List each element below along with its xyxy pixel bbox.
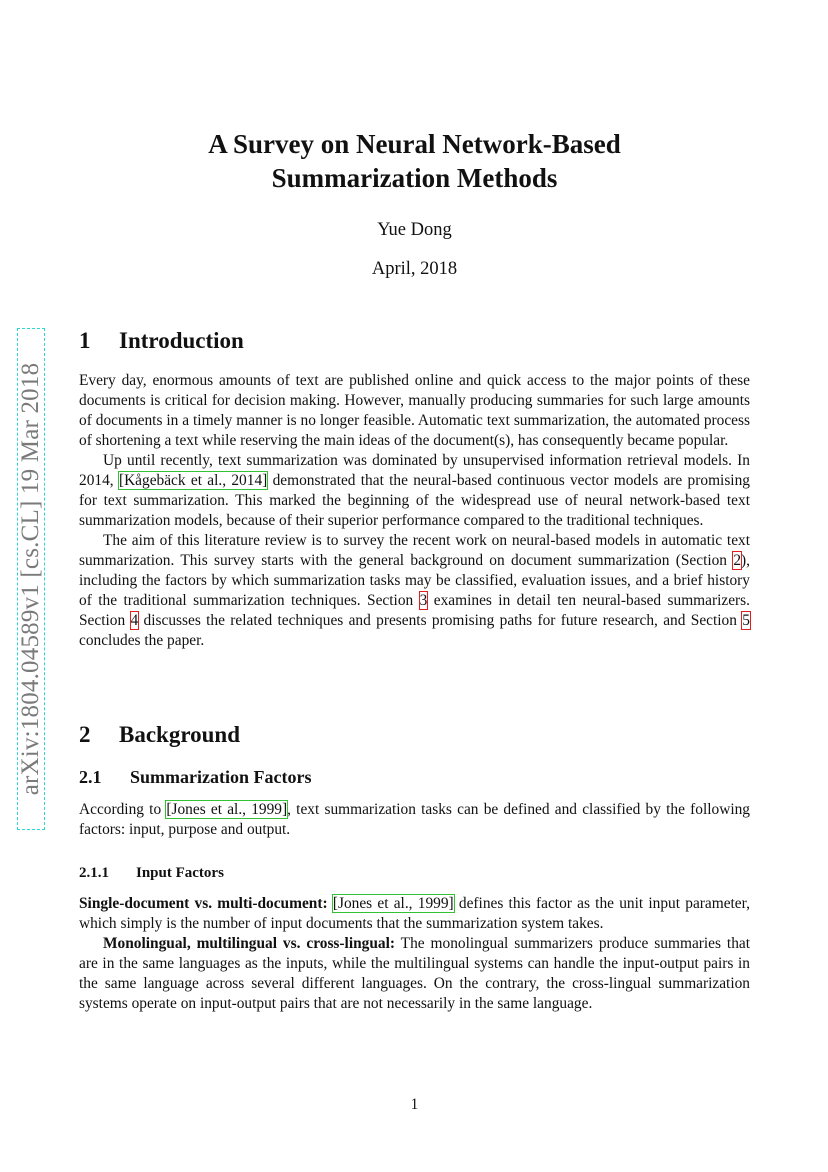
input-paragraph-2 <box>79 934 750 1014</box>
intro-paragraph-2 <box>79 451 750 531</box>
summarization-factors-body <box>79 800 750 840</box>
subsubsection-title: Input Factors <box>136 865 224 881</box>
publication-date: April, 2018 <box>371 259 458 279</box>
text-run: discusses the related techniques and presents promising paths for future research, and Section <box>143 612 737 629</box>
subsubsection-number: 2.1.1 <box>79 865 109 881</box>
input-factors-body <box>79 894 750 1014</box>
text-run: The monolingual summarizers produce summaries that are in the same languages as the inputs, while the multilingual systems can handle the input-output pairs in the same language across several different languages. On the contrary, the cross-lingual summarization systems operate on input-output pairs that are not necessarily in the same language. <box>79 935 750 1012</box>
author-name: Yue Dong <box>377 220 452 240</box>
section-ref-link-3[interactable]: 3 <box>419 592 428 609</box>
section-title: Introduction <box>119 328 244 353</box>
text-run: According to <box>79 801 162 818</box>
citation-link-jones-1999[interactable]: [Jones et al., 1999] <box>332 895 454 912</box>
page-number: 1 <box>410 1096 419 1113</box>
section-number: 2 <box>79 722 91 747</box>
factors-paragraph <box>79 800 750 840</box>
text-run: defines this factor as the unit input parameter, which simply is the number of input documents that the summarization system takes. <box>79 895 750 932</box>
run-in-heading: Single-document vs. multi-document: <box>79 895 328 912</box>
section-title: Background <box>119 722 241 747</box>
citation-link-kageback-2014[interactable]: [Kågebäck et al., 2014] <box>118 472 268 489</box>
subsection-number: 2.1 <box>79 767 102 787</box>
subsection-title: Summarization Factors <box>130 767 312 787</box>
text-run: ), including the factors by which summarization tasks may be classified, evaluation issues, and a brief history of the traditional summarization techniques. Section <box>79 552 750 609</box>
section-ref-link-2[interactable]: 2 <box>733 552 742 569</box>
intro-paragraph-3 <box>79 531 750 651</box>
input-paragraph-1 <box>79 894 750 934</box>
paper-title-line-2: Summarization Methods <box>271 163 558 193</box>
intro-paragraph-1: Every day, enormous amounts of text are published online and quick access to the major points of these documents is critical for decision making. However, manually producing summaries for such large amounts of documents in a timely manner is no longer feasible. Automatic text summarization, the automated process of shortening a text while reserving the main ideas of the document(s), has consequently became popular. <box>79 372 750 449</box>
text-run: concludes the paper. <box>79 632 205 649</box>
introduction-body <box>79 371 750 651</box>
text-run: The aim of this literature review is to survey the recent work on neural-based models in automatic text summarization. This survey starts with the general background on document summarization (Section <box>79 532 750 569</box>
citation-link-jones-1999[interactable]: [Jones et al., 1999] <box>166 801 288 818</box>
paper-title-line-1: A Survey on Neural Network-Based <box>208 129 621 159</box>
section-ref-link-5[interactable]: 5 <box>742 612 750 629</box>
section-number: 1 <box>79 328 91 353</box>
section-ref-link-4[interactable]: 4 <box>130 612 139 629</box>
subsection-heading-summarization-factors <box>79 766 311 788</box>
paper-title <box>79 127 750 195</box>
arxiv-identifier-stamp[interactable] <box>18 329 44 829</box>
section-heading-background <box>79 721 240 749</box>
text-run: Up until recently, text summarization was dominated by unsupervised information retrieval models. In 2014, <box>79 452 750 489</box>
run-in-heading: Monolingual, multilingual vs. cross-lingual: <box>103 935 396 952</box>
text-run: examines in detail ten neural-based summarizers. Section <box>79 592 750 629</box>
text-run: , text summarization tasks can be defined and classified by the following factors: input, purpose and output. <box>79 801 750 838</box>
section-heading-introduction <box>79 327 244 355</box>
arxiv-identifier-text: arXiv:1804.04589v1 [cs.CL] 19 Mar 2018 <box>17 362 44 796</box>
text-run: demonstrated that the neural-based continuous vector models are promising for text summarization. This marked the beginning of the widespread use of neural network-based text summarization models, because of their superior performance compared to the traditional techniques. <box>79 472 750 529</box>
subsubsection-heading-input-factors <box>79 863 224 883</box>
